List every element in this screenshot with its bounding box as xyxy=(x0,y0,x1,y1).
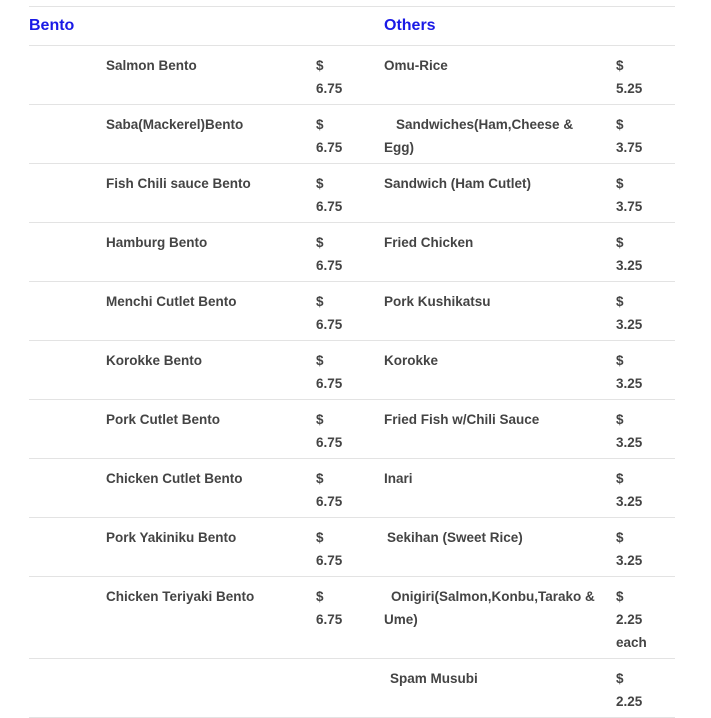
menu-row xyxy=(29,341,675,400)
bento-item-name: Pork Cutlet Bento xyxy=(106,400,316,459)
other-item-name: Sekihan (Sweet Rice) xyxy=(384,518,616,577)
currency-symbol: $ xyxy=(316,176,324,191)
bento-item-price xyxy=(316,105,384,164)
currency-symbol: $ xyxy=(616,235,624,250)
bento-item-name: Pork Yakiniku Bento xyxy=(106,518,316,577)
menu-row xyxy=(29,659,675,718)
bento-item-price xyxy=(316,459,384,518)
currency-symbol: $ xyxy=(616,412,624,427)
price-value: 2.25 xyxy=(616,694,643,709)
price-note: each xyxy=(616,635,647,650)
bento-item-price xyxy=(316,223,384,282)
other-item-name-line1: Sandwiches(Ham,Cheese & xyxy=(396,117,574,132)
other-item-name: Omu-Rice xyxy=(384,46,616,105)
others-section-header: Others xyxy=(384,7,675,46)
other-item-price xyxy=(616,459,675,518)
price-value: 3.25 xyxy=(616,435,643,450)
price-value: 6.75 xyxy=(316,494,343,509)
price-value: 6.75 xyxy=(316,199,343,214)
currency-symbol: $ xyxy=(316,589,324,604)
menu-row xyxy=(29,223,675,282)
spacer-cell xyxy=(29,223,106,282)
currency-symbol: $ xyxy=(616,530,624,545)
price-value: 6.75 xyxy=(316,140,343,155)
bento-item-price xyxy=(316,164,384,223)
currency-symbol: $ xyxy=(616,294,624,309)
price-value: 3.75 xyxy=(616,140,643,155)
bento-item-price xyxy=(316,577,384,659)
other-item-price xyxy=(616,223,675,282)
currency-symbol: $ xyxy=(316,58,324,73)
other-item-name: Inari xyxy=(384,459,616,518)
price-value: 3.25 xyxy=(616,553,643,568)
price-value: 6.75 xyxy=(316,612,343,627)
menu-row xyxy=(29,282,675,341)
price-value: 5.25 xyxy=(616,81,643,96)
other-item-name: Pork Kushikatsu xyxy=(384,282,616,341)
other-item-price xyxy=(616,577,675,659)
bento-item-price xyxy=(316,282,384,341)
other-item-price xyxy=(616,518,675,577)
menu-table xyxy=(29,6,675,718)
price-value: 6.75 xyxy=(316,81,343,96)
other-item-name: Fried Chicken xyxy=(384,223,616,282)
currency-symbol: $ xyxy=(316,471,324,486)
other-item-price xyxy=(616,46,675,105)
bento-section-header: Bento xyxy=(29,7,384,46)
price-value: 6.75 xyxy=(316,376,343,391)
spacer-cell xyxy=(29,282,106,341)
price-value: 6.75 xyxy=(316,258,343,273)
spacer-cell xyxy=(29,164,106,223)
price-value: 3.25 xyxy=(616,258,643,273)
spacer-cell xyxy=(29,459,106,518)
other-item-name-line2: Egg) xyxy=(384,140,414,155)
menu-row xyxy=(29,46,675,105)
bento-item-name: Fish Chili sauce Bento xyxy=(106,164,316,223)
other-item-name-line2: Ume) xyxy=(384,612,418,627)
price-value: 3.25 xyxy=(616,376,643,391)
menu-header-row xyxy=(29,7,675,46)
other-item-name: Fried Fish w/Chili Sauce xyxy=(384,400,616,459)
other-item-price xyxy=(616,341,675,400)
currency-symbol: $ xyxy=(616,176,624,191)
other-item-name: Spam Musubi xyxy=(384,659,616,718)
other-item-price xyxy=(616,164,675,223)
bento-item-name: Chicken Teriyaki Bento xyxy=(106,577,316,659)
other-item-name xyxy=(384,577,616,659)
currency-symbol: $ xyxy=(316,412,324,427)
other-item-name: Korokke xyxy=(384,341,616,400)
bento-item-name: Chicken Cutlet Bento xyxy=(106,459,316,518)
other-item-name: Sandwich (Ham Cutlet) xyxy=(384,164,616,223)
spacer-cell xyxy=(29,341,106,400)
price-value: 6.75 xyxy=(316,553,343,568)
price-value: 3.75 xyxy=(616,199,643,214)
currency-symbol: $ xyxy=(616,58,624,73)
currency-symbol: $ xyxy=(616,671,624,686)
spacer-cell xyxy=(29,518,106,577)
other-item-name xyxy=(384,105,616,164)
bento-item-name: Menchi Cutlet Bento xyxy=(106,282,316,341)
price-value: 6.75 xyxy=(316,317,343,332)
currency-symbol: $ xyxy=(316,235,324,250)
currency-symbol: $ xyxy=(616,471,624,486)
bento-item-price xyxy=(316,46,384,105)
currency-symbol: $ xyxy=(316,530,324,545)
price-value: 3.25 xyxy=(616,494,643,509)
menu-row xyxy=(29,459,675,518)
spacer-cell xyxy=(29,659,106,718)
other-item-price xyxy=(616,282,675,341)
menu-row xyxy=(29,518,675,577)
price-value: 2.25 xyxy=(616,612,643,627)
currency-symbol: $ xyxy=(316,294,324,309)
bento-item-name: Salmon Bento xyxy=(106,46,316,105)
bento-item-price xyxy=(316,518,384,577)
menu-row xyxy=(29,105,675,164)
spacer-cell xyxy=(29,400,106,459)
other-item-price xyxy=(616,400,675,459)
other-item-name-line1: Onigiri(Salmon,Konbu,Tarako & xyxy=(391,589,595,604)
bento-item-price xyxy=(316,341,384,400)
menu-row xyxy=(29,164,675,223)
spacer-cell xyxy=(29,105,106,164)
price-value: 6.75 xyxy=(316,435,343,450)
bento-item-price xyxy=(316,400,384,459)
spacer-cell xyxy=(29,577,106,659)
bento-item-name xyxy=(106,659,316,718)
bento-item-name: Hamburg Bento xyxy=(106,223,316,282)
currency-symbol: $ xyxy=(316,353,324,368)
bento-item-name: Saba(Mackerel)Bento xyxy=(106,105,316,164)
menu-row xyxy=(29,400,675,459)
bento-item-price xyxy=(316,659,384,718)
spacer-cell xyxy=(29,46,106,105)
currency-symbol: $ xyxy=(616,589,624,604)
other-item-price xyxy=(616,105,675,164)
currency-symbol: $ xyxy=(316,117,324,132)
currency-symbol: $ xyxy=(616,117,624,132)
other-item-price xyxy=(616,659,675,718)
bento-item-name: Korokke Bento xyxy=(106,341,316,400)
currency-symbol: $ xyxy=(616,353,624,368)
price-value: 3.25 xyxy=(616,317,643,332)
menu-row xyxy=(29,577,675,659)
